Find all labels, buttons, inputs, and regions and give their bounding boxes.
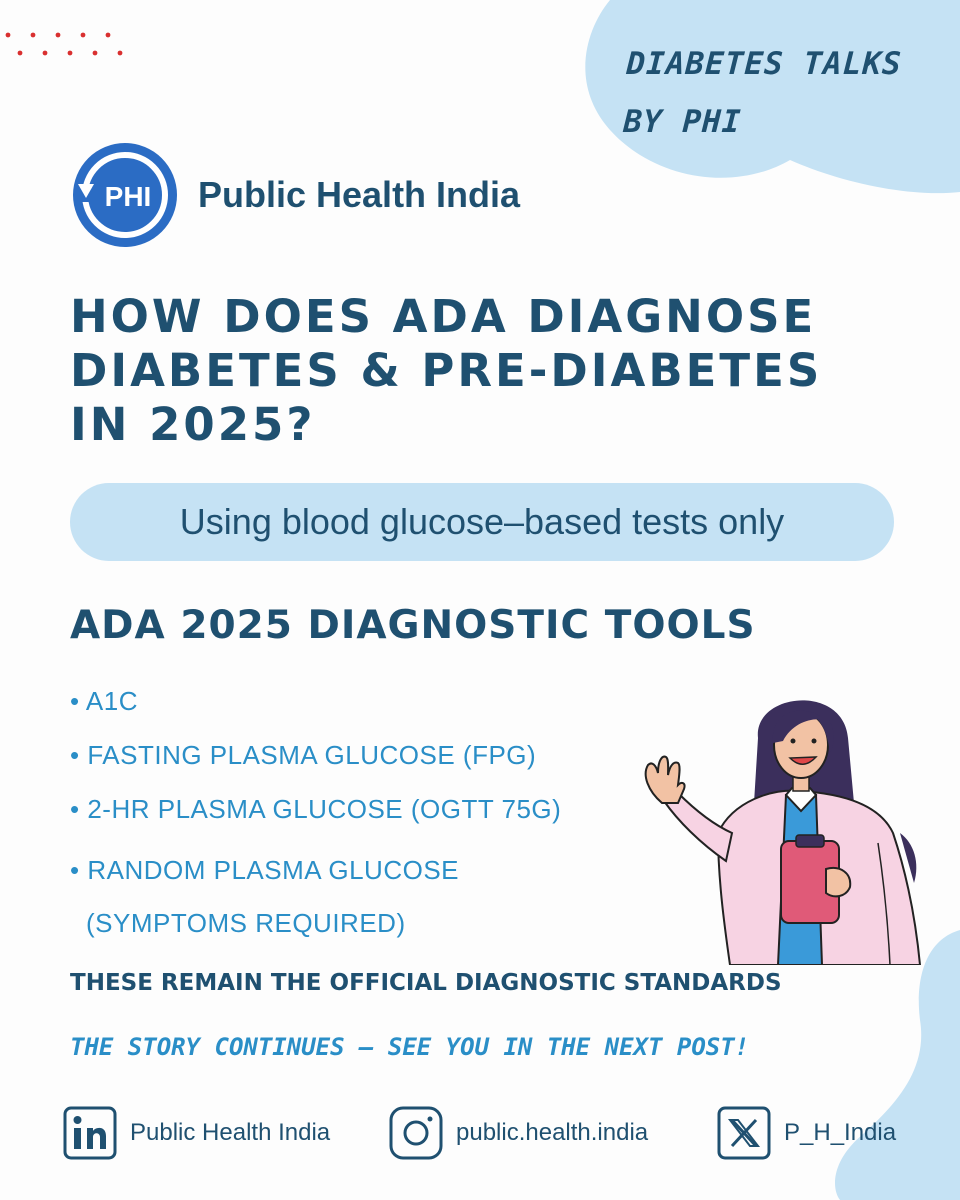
page-title	[70, 290, 930, 452]
series-tag-line1: DIABETES TALKS	[625, 46, 903, 82]
tool-item: • 2-HR PLASMA GLUCOSE (OGTT 75G)	[70, 794, 562, 824]
tool-item: • A1C	[70, 686, 138, 716]
standards-note: THESE REMAIN THE OFFICIAL DIAGNOSTIC STANDARDS	[70, 970, 782, 996]
title-line3: IN 2025?	[70, 398, 316, 451]
doctor-illustration	[638, 683, 928, 965]
linkedin-link[interactable]	[62, 1105, 330, 1161]
subtitle-pill: Using blood glucose–based tests only	[70, 483, 894, 561]
tool-item-note: (SYMPTOMS REQUIRED)	[86, 908, 406, 938]
story-note: THE STORY CONTINUES — SEE YOU IN THE NEXT POST!	[70, 1033, 750, 1061]
instagram-link[interactable]	[388, 1105, 648, 1161]
instagram-icon	[388, 1105, 444, 1161]
tool-item	[70, 842, 640, 948]
x-label: P_H_India	[784, 1119, 897, 1146]
dots-decoration	[0, 30, 130, 60]
tool-item: • FASTING PLASMA GLUCOSE (FPG)	[70, 740, 537, 770]
brand-name: Public Health India	[198, 174, 521, 215]
brand	[70, 140, 520, 250]
x-link[interactable]	[716, 1105, 896, 1161]
tools-title: ADA 2025 DIAGNOSTIC TOOLS	[70, 603, 756, 648]
logo-text: PHI	[104, 181, 152, 212]
instagram-label: public.health.india	[456, 1119, 649, 1146]
x-icon	[716, 1105, 772, 1161]
tool-list	[70, 680, 640, 948]
linkedin-label: Public Health India	[130, 1119, 331, 1146]
title-line2: DIABETES & PRE-DIABETES	[70, 344, 823, 397]
tool-item-label: • RANDOM PLASMA GLUCOSE	[70, 855, 460, 885]
phi-logo-icon	[70, 140, 180, 250]
series-tag	[622, 35, 948, 151]
linkedin-icon	[62, 1105, 118, 1161]
title-line1: HOW DOES ADA DIAGNOSE	[70, 290, 817, 343]
series-tag-line2: BY PHI	[622, 104, 743, 140]
